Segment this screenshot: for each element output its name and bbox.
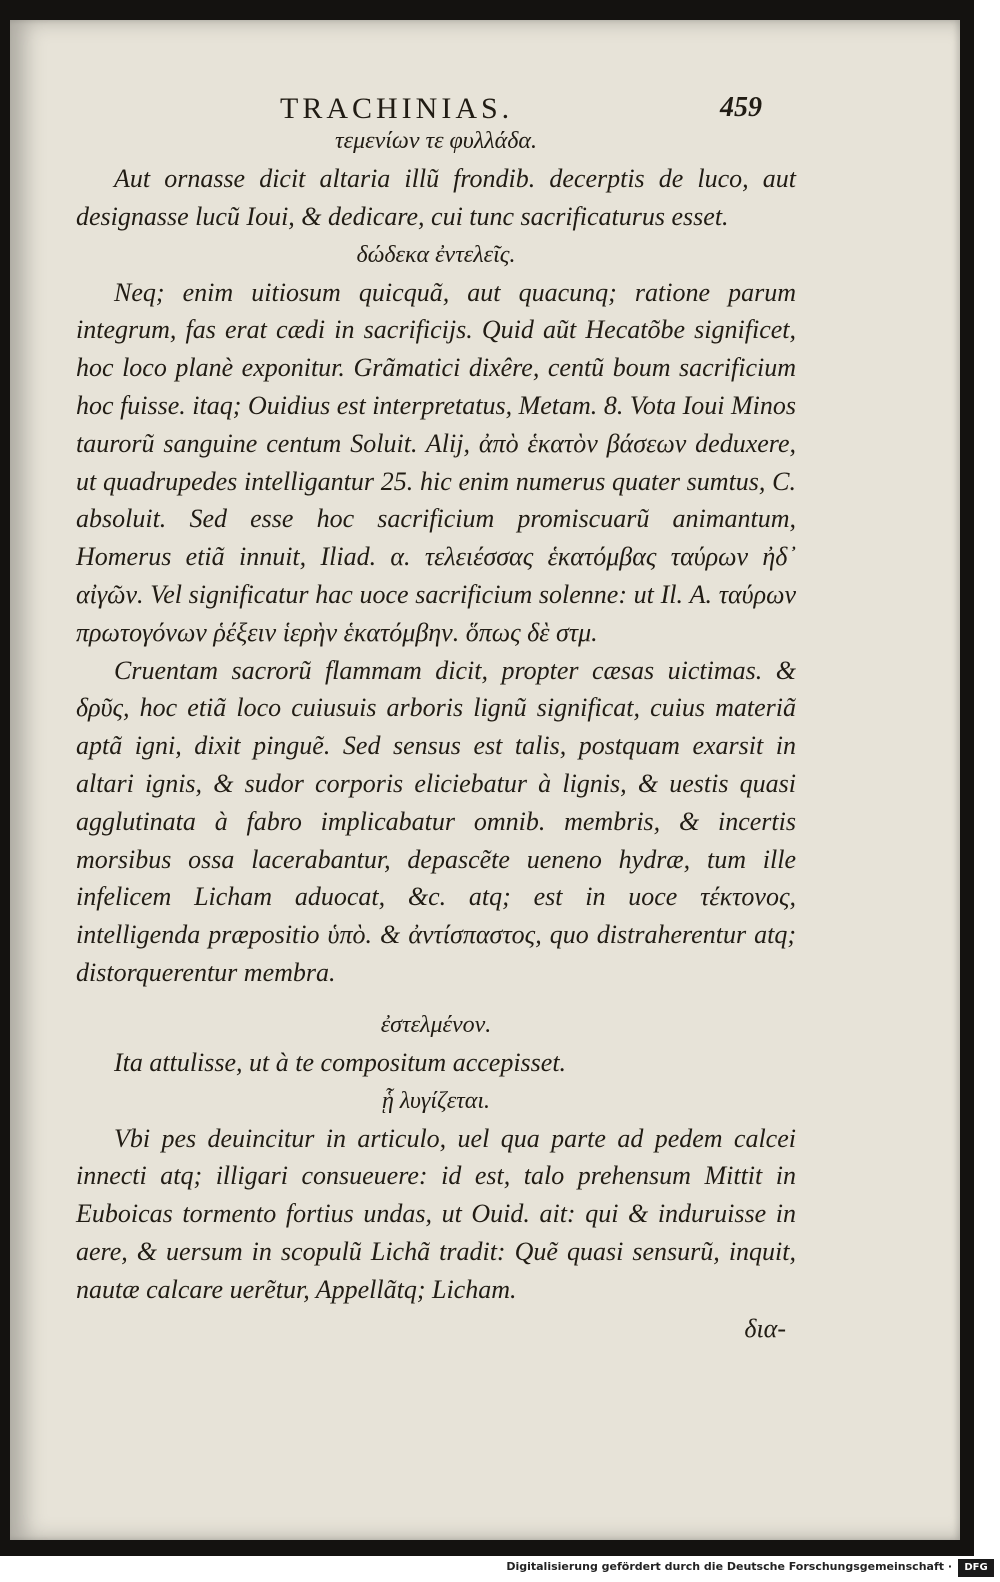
page-header xyxy=(76,78,796,125)
greek-lemma: τεμενίων τε φυλλάδα. xyxy=(335,128,537,154)
digitization-footer xyxy=(0,1556,1000,1582)
commentary-paragraph: Ita attulisse, ut à te compositum accepisset. xyxy=(114,1047,567,1077)
commentary-paragraph: Aut ornasse dicit altaria illũ frondib. decerptis de luco, aut designasse lucũ Ioui, & dedicare, cui tunc sacrificaturus esset. xyxy=(76,164,796,231)
page-text-block xyxy=(76,78,796,1349)
funding-credit: Digitalisierung gefördert durch die Deutsche Forschungsgemeinschaft · xyxy=(506,1560,952,1573)
greek-lemma: ᾗ λυγίζεται. xyxy=(381,1087,491,1114)
running-title: TRACHINIAS. xyxy=(280,92,514,125)
dfg-logo: DFG xyxy=(958,1559,994,1577)
commentary-paragraph: Cruentam sacrorũ flammam dicit, propter cæsas uictimas. & δρῦς, hoc etiã loco cuiusuis arboris lignũ significat, cuius materiã aptã igni, dixit pinguẽ. Sed sensus est talis, postquam exarsit in altari ignis, & sudor corporis eliciebatur à lignis, & uestis quasi agglutinata à fabro implicabatur omnib. membris, & incertis morsibus ossa lacerabantur, depascẽte ueneno hydræ, tum ille infelicem Licham aduocat, &c. atq; est in uoce τέκτονος, intelligenda præpositio ὑπὸ. & ἀντίσπαστος, quo distraherentur atq; distorquerentur membra. xyxy=(76,655,796,987)
commentary-paragraph: Neq; enim uitiosum quicquã, aut quacunq; ratione parum integrum, fas erat cædi in sacrificijs. Quid aũt Hecatõbe significet, hoc loco planè exponitur. Grãmatici dixêre, centũ boum sacrificium hoc fuisse. itaq; Ouidius est interpretatus, Metam. 8. Vota Ioui Minos taurorũ sanguine centum Soluit. Alij, ἀπὸ ἑκατὸν βάσεων deduxere, ut quadrupedes intelligantur 25. hic enim numerus quater sumtus, C. absoluit. Sed esse hoc sacrificium promiscuarũ animantum, Homerus etiã innuit, Iliad. α. τελειέσσας ἑκατόμβας ταύρων ἠδ᾽ αἰγῶν. Vel significatur hac uoce sacrificium solenne: ut Il. Α. ταύρων πρωτογόνων ῥέξειν ἱερὴν ἑκατόμβην. ὅπως δὲ στμ. xyxy=(76,277,796,647)
catchword: δια- xyxy=(744,1313,786,1343)
commentary-paragraph: Vbi pes deuincitur in articulo, uel qua parte ad pedem calcei innecti atq; illigari consueuere: id est, talo prehensum Mittit in Euboicas tormento fortius undas, ut Ouid. ait: qui & induruisse in aere, & uersum in scopulũ Lichã tradit: Quẽ quasi sensurũ, inquit, nautæ calcare uerẽtur, Appellãtq; Licham. xyxy=(76,1123,796,1304)
greek-lemma: ἐστελμένον. xyxy=(380,1011,492,1038)
greek-lemma: δώδεκα ἐντελεῖς. xyxy=(356,241,516,268)
book-page xyxy=(10,20,960,1540)
folio-number: 459 xyxy=(720,92,762,123)
